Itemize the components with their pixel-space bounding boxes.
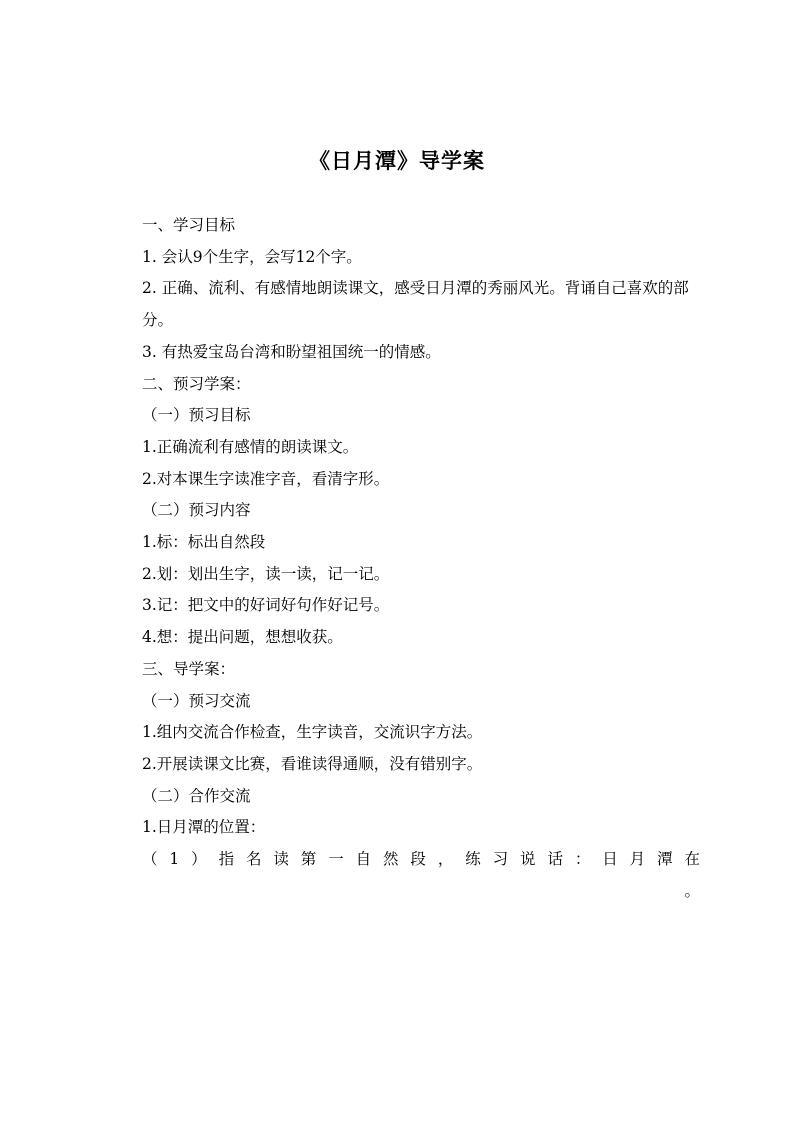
paragraph: 1.标：标出自然段 [142, 533, 266, 552]
section-heading-3: 三、导学案： [142, 659, 236, 678]
spaced-char: （ [142, 850, 158, 869]
paragraph: 2.开展读课文比赛，看谁读得通顺，没有错别字。 [142, 754, 483, 773]
paragraph: 2.划：划出生字，读一读，记一记。 [142, 564, 390, 583]
end-punctuation: 。 [684, 881, 700, 900]
subsection-heading: （二）预习内容 [142, 501, 251, 520]
paragraph: 1.组内交流合作检查，生字读音，交流识字方法。 [142, 723, 483, 742]
spaced-char: ： [574, 850, 591, 869]
paragraph: 1.正确流利有感情的朗读课文。 [142, 437, 359, 456]
paragraph: 3.记：把文中的好词好句作好记号。 [142, 596, 390, 615]
subsection-heading: （一）预习目标 [142, 406, 251, 425]
spaced-char: 话 [547, 850, 563, 869]
paragraph: 3. 有热爱宝岛台湾和盼望祖国统一的情感。 [142, 342, 441, 361]
paragraph: 1.日月潭的位置： [142, 818, 266, 837]
spaced-char: 段 [410, 850, 426, 869]
spaced-char: 然 [383, 850, 399, 869]
spaced-char: 练 [465, 850, 481, 869]
spaced-char: 习 [492, 850, 509, 869]
section-heading-1: 一、学习目标 [142, 216, 236, 234]
spaced-char: 在 [684, 850, 700, 869]
subsection-heading: （一）预习交流 [142, 691, 251, 710]
document-title: 《日月潭》导学案 [309, 148, 485, 173]
spaced-char: 月 [629, 850, 646, 869]
spaced-char: 一 [328, 850, 344, 869]
paragraph: 1. 会认9个生字，会写12个字。 [142, 247, 362, 266]
section-heading-2: 二、预习学案： [142, 374, 251, 393]
document-body [142, 210, 700, 907]
spaced-char: 读 [273, 850, 289, 869]
spaced-char: 自 [355, 850, 372, 869]
spaced-char: ， [437, 850, 454, 869]
spaced-char: 第 [300, 850, 317, 869]
spaced-char: 潭 [657, 850, 673, 869]
paragraph: 2. 正确、流利、有感情地朗读课文，感受日月潭的秀丽风光。背诵自己喜欢的部分。 [142, 279, 689, 330]
paragraph: 2.对本课生字读准字音，看清字形。 [142, 469, 390, 488]
spaced-char: 日 [602, 850, 618, 869]
spaced-char: 说 [520, 850, 536, 869]
spaced-char: 1 [169, 850, 180, 869]
subsection-heading: （二）合作交流 [142, 786, 251, 805]
fill-in-blank-line [142, 844, 700, 876]
spaced-char: 名 [245, 850, 262, 869]
paragraph: 4.想：提出问题，想想收获。 [142, 628, 343, 647]
spaced-char: 指 [218, 850, 235, 869]
spaced-char: ） [191, 850, 207, 869]
